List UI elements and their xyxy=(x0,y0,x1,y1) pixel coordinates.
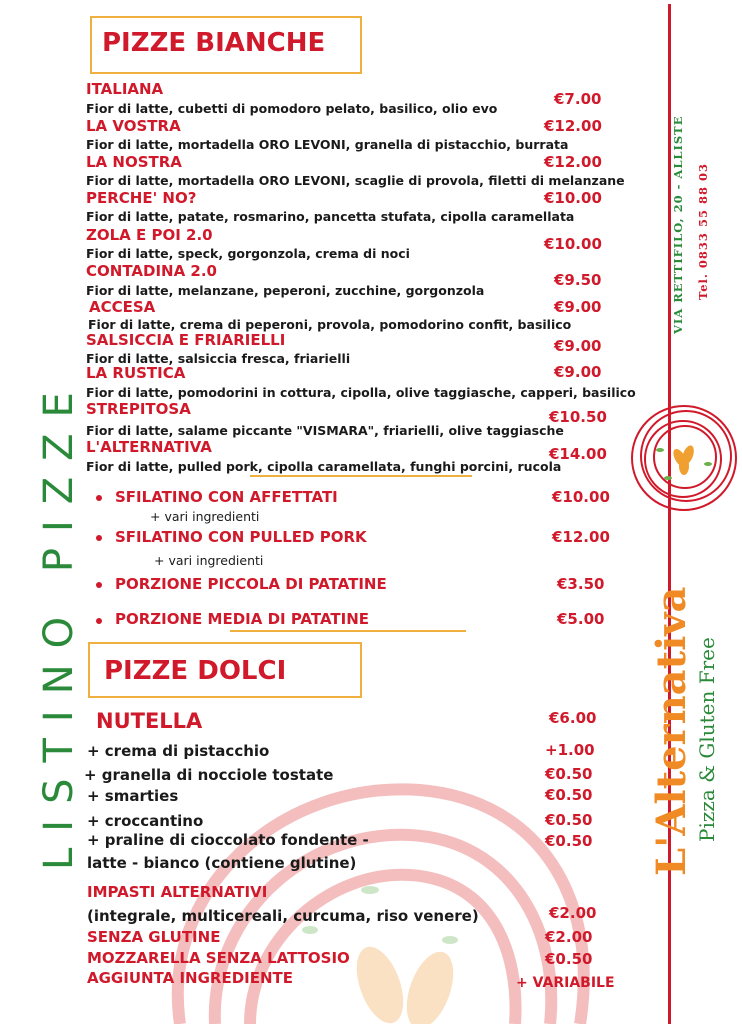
pizze-dolci-title: PIZZE DOLCI xyxy=(88,642,362,698)
pizza-price: €9.50 xyxy=(554,271,602,289)
pizza-name: PERCHE' NO? xyxy=(86,189,197,207)
address-text: VIA RETTIFILO, 20 - ALLISTE xyxy=(671,115,685,334)
pizza-name: CONTADINA 2.0 xyxy=(86,262,217,280)
pizza-price: €9.00 xyxy=(554,363,602,381)
dolce-addition: + smarties xyxy=(87,787,179,805)
extra-name: PORZIONE MEDIA DI PATATINE xyxy=(115,610,370,628)
pizza-price: €10.00 xyxy=(544,189,602,207)
pizza-price: €10.00 xyxy=(544,235,602,253)
pizza-price: €9.00 xyxy=(554,298,602,316)
extra-price: €5.00 xyxy=(557,610,605,628)
pizza-name: ITALIANA xyxy=(86,80,164,98)
dolce-addition: + granella di nocciole tostate xyxy=(84,766,334,784)
pizza-desc: Fior di latte, mortadella ORO LEVONI, scaglie di provola, filetti di melanzane xyxy=(86,173,625,188)
pizza-desc: Fior di latte, salsiccia fresca, friarielli xyxy=(86,351,351,366)
impasti-price: €2.00 xyxy=(549,904,597,922)
pizza-name: ACCESA xyxy=(89,298,156,316)
extra-price: €3.50 xyxy=(557,575,605,593)
bullet-icon xyxy=(96,618,102,624)
pizza-name: LA VOSTRA xyxy=(86,117,181,135)
impasti-title: IMPASTI ALTERNATIVI xyxy=(87,883,268,901)
dolce-addition: + praline di cioccolato fondente - xyxy=(87,831,369,849)
dolce-addition: + croccantino xyxy=(87,812,204,830)
aggiunta-label: AGGIUNTA INGREDIENTE xyxy=(87,969,294,987)
pizza-price: €9.00 xyxy=(554,337,602,355)
lattosio-label: MOZZARELLA SENZA LATTOSIO xyxy=(87,949,350,967)
pizza-name: STREPITOSA xyxy=(86,400,191,418)
pizza-desc: Fior di latte, pulled pork, cipolla caramellata, funghi porcini, rucola xyxy=(86,459,562,474)
logo-swirl-icon xyxy=(628,400,742,516)
pizza-price: €7.00 xyxy=(554,90,602,108)
dolce-addition-price: €0.50 xyxy=(545,811,593,829)
dolce-price: €6.00 xyxy=(549,709,597,727)
pizza-price: €14.00 xyxy=(549,445,607,463)
pizza-desc: Fior di latte, cubetti di pomodoro pelato, basilico, olio evo xyxy=(86,101,498,116)
dolce-addition-price: €0.50 xyxy=(545,786,593,804)
pizza-desc: Fior di latte, salame piccante "VISMARA", friarielli, olive taggiasche xyxy=(86,423,564,438)
pizza-desc: Fior di latte, patate, rosmarino, pancetta stufata, cipolla caramellata xyxy=(86,209,575,224)
dolce-addition: + crema di pistacchio xyxy=(87,742,270,760)
listino-pizze-title: LISTINO PIZZE xyxy=(36,376,82,870)
bullet-icon xyxy=(96,535,102,541)
pizza-name: LA NOSTRA xyxy=(86,153,182,171)
dolce-addition-continued: latte - bianco (contiene glutine) xyxy=(87,854,357,872)
senza-glutine-label: SENZA GLUTINE xyxy=(87,928,221,946)
telephone-text: Tel. 0833 55 88 03 xyxy=(696,163,710,300)
pizza-desc: Fior di latte, pomodorini in cottura, cipolla, olive taggiasche, capperi, basilico xyxy=(86,385,636,400)
extra-price: €12.00 xyxy=(552,528,610,546)
extra-name: SFILATINO CON AFFETTATI xyxy=(115,488,338,506)
pizza-desc: Fior di latte, melanzane, peperoni, zucchine, gorgonzola xyxy=(86,283,485,298)
senza-glutine-price: €2.00 xyxy=(545,928,593,946)
brand-tagline: Pizza & Gluten Free xyxy=(695,637,719,842)
dolce-addition-price: €0.50 xyxy=(545,832,593,850)
extra-price: €10.00 xyxy=(552,488,610,506)
extra-name: SFILATINO CON PULLED PORK xyxy=(115,528,367,546)
pizza-desc: Fior di latte, mortadella ORO LEVONI, granella di pistacchio, burrata xyxy=(86,137,569,152)
pizza-price: €12.00 xyxy=(544,153,602,171)
pizza-name: SALSICCIA E FRIARIELLI xyxy=(86,331,286,349)
brand-name: L'Alternativa xyxy=(648,586,695,876)
extra-sub: + vari ingredienti xyxy=(150,509,260,524)
dolce-addition-price: +1.00 xyxy=(545,741,595,759)
dolce-name: NUTELLA xyxy=(96,709,203,733)
bullet-icon xyxy=(96,582,102,588)
bullet-icon xyxy=(96,495,102,501)
pizza-name: LA RUSTICA xyxy=(86,364,186,382)
extra-name: PORZIONE PICCOLA DI PATATINE xyxy=(115,575,387,593)
gold-underline xyxy=(250,475,472,477)
lattosio-price: €0.50 xyxy=(545,950,593,968)
pizza-price: €10.50 xyxy=(549,408,607,426)
pizza-desc: Fior di latte, speck, gorgonzola, crema di noci xyxy=(86,246,410,261)
pizza-name: L'ALTERNATIVA xyxy=(86,438,212,456)
pizza-desc: Fior di latte, crema di peperoni, provola, pomodorino confit, basilico xyxy=(88,317,572,332)
pizza-name: ZOLA E POI 2.0 xyxy=(86,226,213,244)
extra-sub: + vari ingredienti xyxy=(154,553,264,568)
gold-underline xyxy=(230,630,466,632)
pizze-bianche-title: PIZZE BIANCHE xyxy=(90,16,362,74)
impasti-desc: (integrale, multicereali, curcuma, riso venere) xyxy=(87,907,479,925)
dolce-addition-price: €0.50 xyxy=(545,765,593,783)
pizza-price: €12.00 xyxy=(544,117,602,135)
aggiunta-price: + VARIABILE xyxy=(516,975,615,991)
